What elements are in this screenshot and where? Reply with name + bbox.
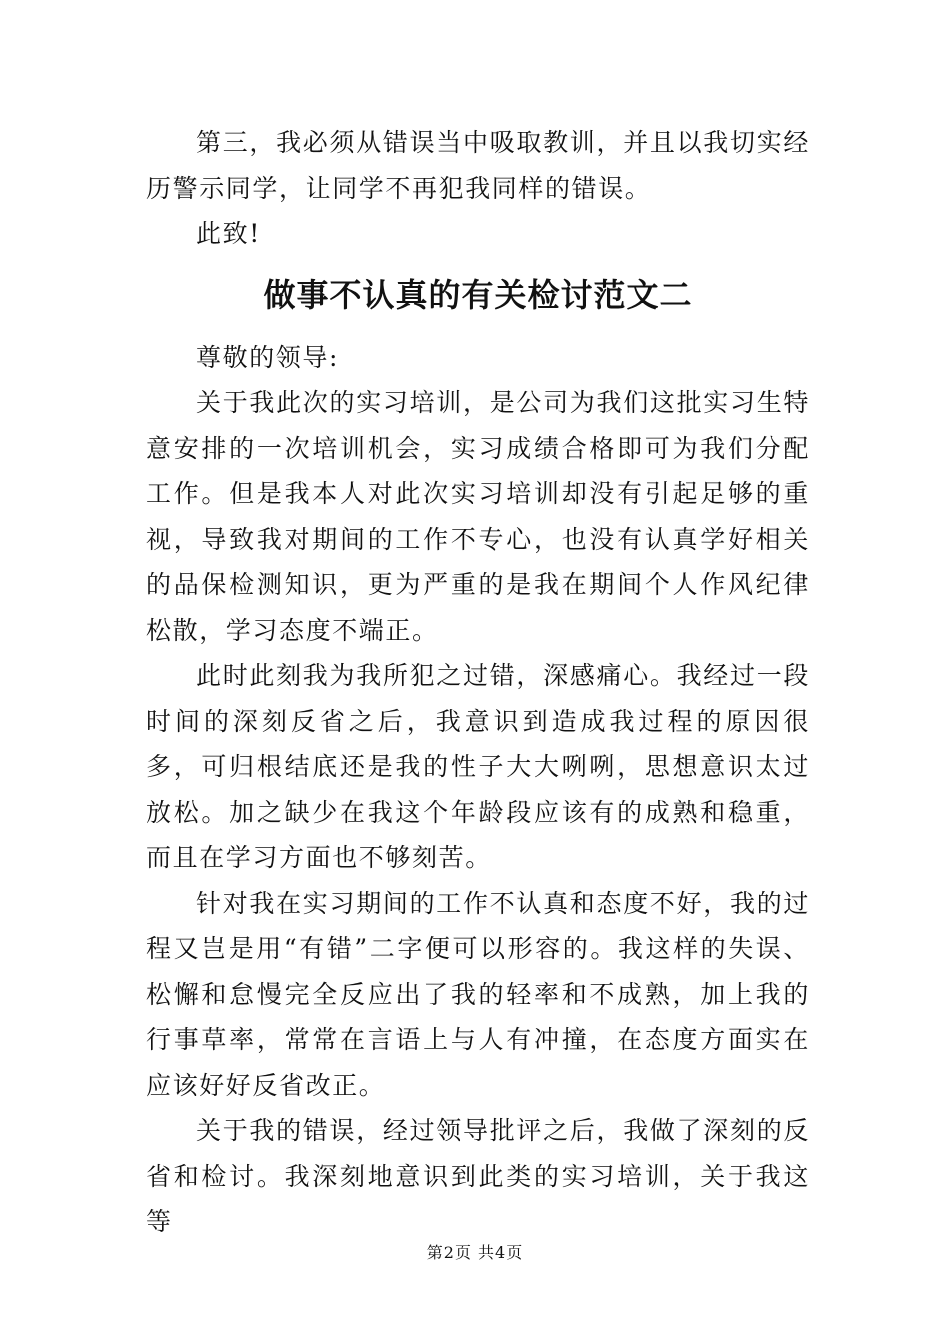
body-paragraph: 关于我的错误，经过领导批评之后，我做了深刻的反省和检讨。我深刻地意识到此类的实习培训，关于我这等 xyxy=(146,1116,810,1236)
salutation: 尊敬的领导: xyxy=(196,342,340,372)
body-paragraph: 第三，我必须从错误当中吸取教训，并且以我切实经历警示同学，让同学不再犯我同样的错误。 xyxy=(146,128,810,203)
body-paragraph: 针对我在实习期间的工作不认真和态度不好，我的过程又岂是用“有错”二字便可以形容的。我这样的失误、松懈和怠慢完全反应出了我的轻率和不成熟，加上我的行事草率，常常在言语上与人有冲撞，在态度方面实在应该好好反省改正。 xyxy=(146,888,810,1100)
body-paragraph: 关于我此次的实习培训，是公司为我们这批实习生特意安排的一次培训机会，实习成绩合格即可为我们分配工作。但是我本人对此次实习培训却没有引起足够的重视，导致我对期间的工作不专心，也没有认真学好相关的品保检测知识，更为严重的是我在期间个人作风纪律松散，学习态度不端正。 xyxy=(146,388,810,645)
section-title: 做事不认真的有关检讨范文二 xyxy=(263,275,693,314)
body-paragraph: 此时此刻我为我所犯之过错，深感痛心。我经过一段时间的深刻反省之后，我意识到造成我过程的原因很多，可归根结底还是我的性子大大咧咧，思想意识太过放松。加之缺少在我这个年龄段应该有的成熟和稳重，而且在学习方面也不够刻苦。 xyxy=(146,661,810,872)
page-content xyxy=(146,120,810,1245)
page-footer xyxy=(0,1240,950,1263)
closing-line: 此致! xyxy=(196,219,261,248)
page-number: 第2页 共4页 xyxy=(426,1243,524,1262)
